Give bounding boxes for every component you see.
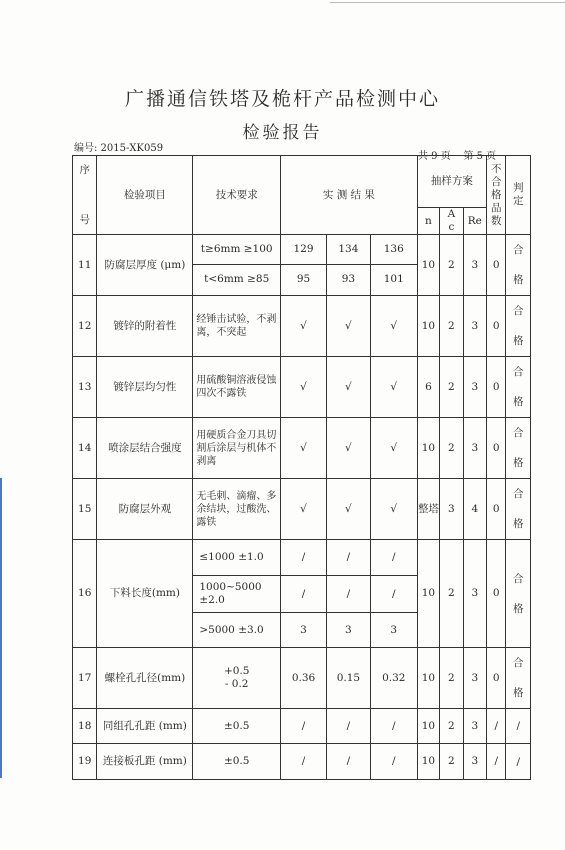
row-sample-n: 6 [417,357,439,418]
row-requirement: ≤1000 ±1.0 [193,540,281,576]
row-result: 0.32 [370,648,417,709]
row-verdict: 合 格 [506,540,531,648]
row-result: √ [370,357,417,418]
row-result: √ [370,418,417,479]
row-verdict: 合 格 [506,235,531,296]
row-number: 13 [73,357,97,418]
row-fail-count: / [487,709,506,744]
row-result: √ [326,418,370,479]
row-verdict: 合 格 [506,357,531,418]
row-result: / [326,744,370,780]
row-result: 101 [370,264,417,295]
row-number: 19 [73,744,97,780]
col-item-header: 检验项目 [97,156,193,235]
table-row [73,235,531,265]
row-result: √ [370,296,417,357]
row-fail-count: 0 [487,235,506,296]
row-requirement: t≥6mm ≥100 [193,235,281,265]
row-item: 防腐层厚度 (μm) [97,235,193,296]
row-fail-count: / [487,744,506,780]
row-item: 下料长度(mm) [97,540,193,648]
row-result: / [281,744,327,780]
row-sample-re: 3 [463,296,486,357]
row-requirement: ±0.5 [193,709,281,744]
row-sample-n: 10 [417,418,439,479]
row-sample-ac: 2 [440,296,463,357]
serial-number: 编号: 2015-XK059 [74,143,164,154]
row-requirement: 用硬质合金刀具切割后涂层与机体不剥离 [193,418,281,479]
row-sample-n: 10 [417,235,439,296]
row-number: 12 [73,296,97,357]
row-item: 镀锌层均匀性 [97,357,193,418]
page-edge-line [330,2,565,3]
row-result: / [326,576,370,613]
row-result: 0.36 [281,648,327,709]
row-sample-ac: 2 [440,540,463,648]
row-sample-ac: 2 [440,648,463,709]
row-sample-re: 3 [463,357,486,418]
row-item: 同组孔孔距 (mm) [97,709,193,744]
row-result: / [370,744,417,780]
row-verdict: 合 格 [506,296,531,357]
row-result: √ [326,357,370,418]
col-ac-header [440,208,463,235]
row-result: 3 [281,613,327,648]
row-item: 连接板孔距 (mm) [97,744,193,780]
row-item: 防腐层外观 [97,479,193,540]
table-row [73,709,531,744]
row-result: √ [326,479,370,540]
scan-edge-mark [0,478,2,778]
report-subtitle: 检验报告 [242,123,323,143]
table-row [73,648,531,709]
row-number: 14 [73,418,97,479]
col-ac-label: A c [447,208,456,233]
row-sample-re: 3 [463,540,486,648]
row-sample-re: 3 [463,418,486,479]
row-requirement: ±0.5 [193,744,281,780]
page-indicator: 共 9 页 第 5 页 [418,151,497,162]
row-item: 镀锌的附着性 [97,296,193,357]
row-sample-n: 10 [417,540,439,648]
report-title: 广播通信铁塔及桅杆产品检测中心 [124,88,440,110]
row-result: √ [370,479,417,540]
row-result: 3 [370,613,417,648]
row-verdict: 合 格 [506,648,531,709]
row-result: 93 [326,264,370,295]
col-seq-header [73,156,97,235]
row-fail-count: 0 [487,648,506,709]
table-row [73,479,531,540]
row-result: / [281,540,327,576]
col-seq-bottom: 号 [79,214,90,226]
row-result: / [326,709,370,744]
row-requirement: +0.5 - 0.2 [193,648,281,709]
row-fail-count: 0 [487,418,506,479]
row-result: 0.15 [326,648,370,709]
row-number: 18 [73,709,97,744]
col-fail-label: 不 合 格 品 数 [491,162,502,227]
col-n-header: n [417,208,439,235]
row-sample-ac: 2 [440,418,463,479]
table-row [73,296,531,357]
row-verdict: 合 格 [506,479,531,540]
col-seq-top: 序 [79,164,90,176]
table-body [73,156,531,780]
row-requirement: 无毛刺、滴瘤、多余结块，过酸洗、露铁 [193,479,281,540]
row-result: / [281,709,327,744]
row-sample-re: 3 [463,744,486,780]
row-sample-n: 10 [417,648,439,709]
row-fail-count: 0 [487,296,506,357]
row-fail-count: 0 [487,357,506,418]
row-number: 16 [73,540,97,648]
col-sampling-header: 抽样方案 [417,156,486,208]
row-number: 11 [73,235,97,296]
row-result: √ [326,296,370,357]
row-result: / [370,540,417,576]
row-result: √ [281,357,327,418]
row-requirement: t<6mm ≥85 [193,264,281,295]
row-result: √ [281,418,327,479]
row-result: 136 [370,235,417,265]
row-result: / [326,540,370,576]
table-row [73,418,531,479]
row-sample-ac: 2 [440,357,463,418]
row-sample-n: 10 [417,744,439,780]
row-item: 喷涂层结合强度 [97,418,193,479]
row-sample-re: 3 [463,648,486,709]
row-sample-ac: 2 [440,744,463,780]
row-result: 3 [326,613,370,648]
col-fail-header [487,156,506,235]
row-item: 螺栓孔孔径(mm) [97,648,193,709]
row-fail-count: 0 [487,479,506,540]
col-result-header: 实 测 结 果 [281,156,418,235]
inspection-table [72,155,531,780]
row-sample-ac: 2 [440,709,463,744]
col-verdict-header [506,156,531,235]
row-number: 17 [73,648,97,709]
row-sample-n: 整塔 [417,479,439,540]
row-sample-re: 4 [463,479,486,540]
row-requirement: >5000 ±3.0 [193,613,281,648]
row-verdict: / [506,744,531,780]
row-result: √ [281,479,327,540]
row-result: 95 [281,264,327,295]
row-requirement: 1000~5000 ±2.0 [193,576,281,613]
row-result: / [370,576,417,613]
row-sample-n: 10 [417,709,439,744]
row-sample-ac: 2 [440,235,463,296]
row-result: / [281,576,327,613]
col-verdict-label: 判 定 [512,182,524,207]
table-row [73,357,531,418]
table-row [73,540,531,576]
row-sample-n: 10 [417,296,439,357]
row-fail-count: 0 [487,540,506,648]
row-requirement: 经锤击试验，不剥离，不突起 [193,296,281,357]
row-number: 15 [73,479,97,540]
row-result: √ [281,296,327,357]
table-row [73,744,531,780]
row-result: / [370,709,417,744]
col-req-header: 技术要求 [193,156,281,235]
row-result: 134 [326,235,370,265]
row-result: 129 [281,235,327,265]
col-re-header: Re [463,208,486,235]
row-verdict: / [506,709,531,744]
row-requirement: 用硫酸铜溶液侵蚀四次不露铁 [193,357,281,418]
row-sample-re: 3 [463,709,486,744]
row-sample-ac: 3 [440,479,463,540]
row-sample-re: 3 [463,235,486,296]
row-verdict: 合 格 [506,418,531,479]
